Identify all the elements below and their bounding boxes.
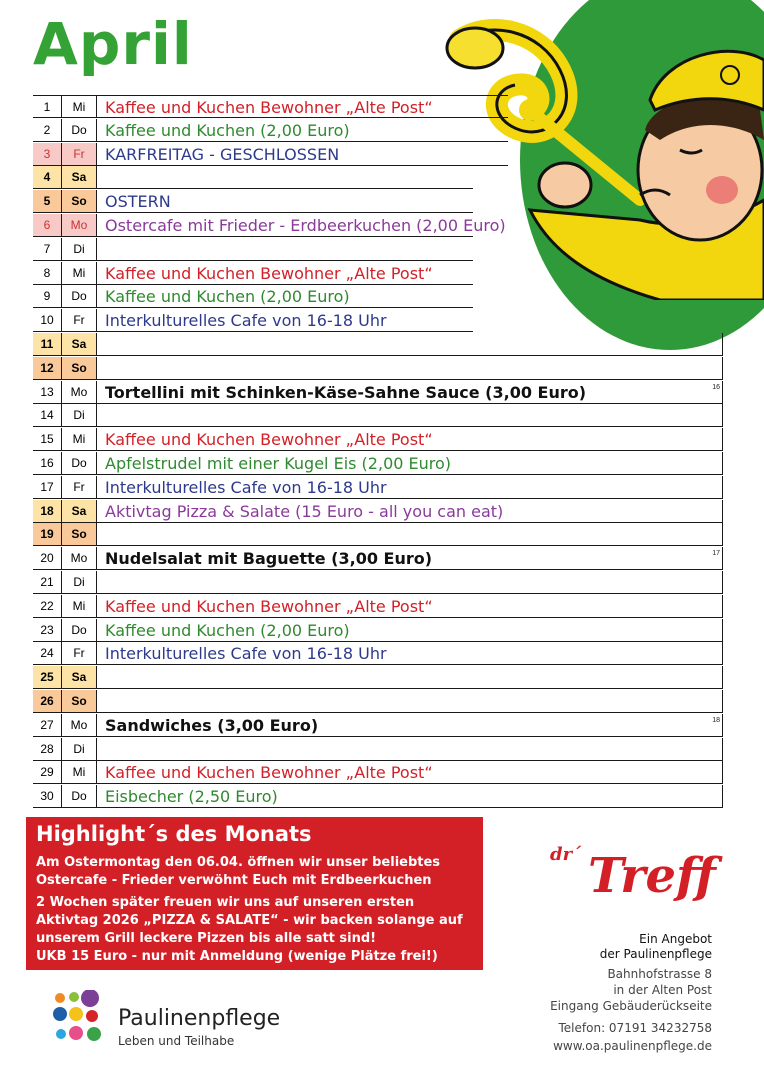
row-right-border — [722, 333, 723, 355]
row-right-border — [722, 785, 723, 807]
logo-dot — [53, 1007, 67, 1021]
weekday: Mi — [62, 595, 97, 617]
calendar-row — [33, 333, 723, 356]
weekday: Fr — [62, 309, 97, 331]
calendar-row — [33, 642, 723, 665]
weekday: Mo — [62, 714, 97, 736]
row-right-border — [722, 714, 723, 736]
day-number: 14 — [33, 404, 62, 426]
address-line-1: Bahnhofstrasse 8 — [607, 967, 712, 981]
event-text: Kaffee und Kuchen Bewohner „Alte Post“ — [105, 263, 433, 283]
event-text: Tortellini mit Schinken-Käse-Sahne Sauce (3,00 Euro) — [105, 382, 587, 402]
day-number: 29 — [33, 761, 62, 783]
weekday: Fr — [62, 642, 97, 664]
day-number: 6 — [33, 214, 62, 236]
weekday: Mo — [62, 547, 97, 569]
calendar-row — [33, 143, 508, 166]
paulinenpflege-name: Paulinenpflege — [118, 1006, 281, 1031]
weekday: Sa — [62, 666, 97, 688]
event-text: Eisbecher (2,50 Euro) — [105, 787, 278, 807]
day-number: 3 — [33, 143, 62, 165]
treff-logo-prefix: dr´ — [550, 844, 582, 865]
event-text: Interkulturelles Cafe von 16-18 Uhr — [105, 644, 387, 664]
weekday: Do — [62, 785, 97, 807]
weekday: Fr — [62, 476, 97, 498]
offer-line-1: Ein Angebot — [639, 932, 712, 946]
logo-dot — [69, 992, 79, 1002]
website-link[interactable]: www.oa.paulinenpflege.de — [553, 1039, 712, 1053]
weekday: Di — [62, 571, 97, 593]
paulinenpflege-dots-logo — [52, 990, 112, 1050]
day-number: 12 — [33, 357, 62, 379]
event-text: Kaffee und Kuchen Bewohner „Alte Post“ — [105, 596, 433, 616]
day-number: 18 — [33, 500, 62, 522]
weekday: Mo — [62, 214, 97, 236]
weekday: So — [62, 523, 97, 545]
calendar-row — [33, 190, 473, 213]
treff-logo — [548, 830, 728, 920]
day-number: 16 — [33, 452, 62, 474]
day-number: 19 — [33, 523, 62, 545]
weekday: Di — [62, 238, 97, 260]
weekday: Do — [62, 119, 97, 141]
event-text: Nudelsalat mit Baguette (3,00 Euro) — [105, 549, 433, 569]
row-right-border — [722, 476, 723, 498]
calendar-row — [33, 595, 723, 618]
event-text: Kaffee und Kuchen (2,00 Euro) — [105, 620, 350, 640]
weekday: Mi — [62, 96, 97, 117]
treff-logo-word: Treff — [588, 848, 716, 904]
calendar-row — [33, 500, 723, 523]
day-number: 2 — [33, 119, 62, 141]
calendar-row — [33, 738, 723, 761]
logo-dot — [55, 993, 65, 1003]
month-title: April — [33, 10, 193, 78]
highlight-line: UKB 15 Euro - nur mit Anmeldung (wenige Plätze frei!) — [36, 949, 438, 964]
weekday: So — [62, 357, 97, 379]
highlight-line: Ostercafe - Frieder verwöhnt Euch mit Erdbeerkuchen — [36, 873, 432, 888]
address-line-3: Eingang Gebäuderückseite — [550, 999, 712, 1013]
highlight-line: unserem Grill leckere Pizzen bis alle satt sind! — [36, 931, 377, 946]
row-right-border — [722, 500, 723, 522]
row-right-border — [722, 619, 723, 641]
row-right-border — [722, 428, 723, 450]
day-number: 21 — [33, 571, 62, 593]
calendar-row — [33, 404, 723, 427]
logo-dot — [86, 1010, 98, 1022]
weekday: Fr — [62, 143, 97, 165]
row-right-border — [722, 571, 723, 593]
weekday: Mi — [62, 761, 97, 783]
calendar-row — [33, 381, 723, 404]
day-number: 27 — [33, 714, 62, 736]
calendar-row — [33, 666, 723, 689]
calendar-row — [33, 119, 508, 142]
event-text: Aktivtag Pizza & Salate (15 Euro - all you can eat) — [105, 501, 504, 521]
weekday: So — [62, 690, 97, 712]
day-number: 11 — [33, 333, 62, 355]
calendar-row — [33, 238, 473, 261]
calendar-row — [33, 262, 473, 285]
day-number: 9 — [33, 285, 62, 307]
weekday: Di — [62, 404, 97, 426]
calendar-row — [33, 166, 473, 189]
day-number: 20 — [33, 547, 62, 569]
calendar-row — [33, 571, 723, 594]
weekday: Do — [62, 285, 97, 307]
paulinenpflege-tagline: Leben und Teilhabe — [118, 1034, 235, 1048]
calendar-row — [33, 476, 723, 499]
calendar-row — [33, 285, 473, 308]
row-right-border — [722, 452, 723, 474]
logo-dot — [69, 1026, 83, 1040]
calendar-row — [33, 547, 723, 570]
day-number: 8 — [33, 262, 62, 284]
weekday: Mi — [62, 428, 97, 450]
row-right-border — [722, 690, 723, 712]
day-number: 4 — [33, 166, 62, 188]
event-text: Ostercafe mit Frieder - Erdbeerkuchen (2,00 Euro) — [105, 216, 506, 235]
row-right-border — [722, 523, 723, 545]
row-right-border — [722, 738, 723, 760]
weekday: Mi — [62, 262, 97, 284]
weekday: Do — [62, 619, 97, 641]
row-right-border — [722, 642, 723, 664]
week-number: 17 — [712, 550, 720, 558]
calendar-row — [33, 214, 506, 237]
highlight-line: Aktivtag 2026 „PIZZA & SALATE“ - wir backen solange auf — [36, 913, 463, 928]
day-number: 15 — [33, 428, 62, 450]
calendar-row — [33, 452, 723, 475]
day-number: 1 — [33, 96, 62, 117]
day-number: 28 — [33, 738, 62, 760]
event-text: Interkulturelles Cafe von 16-18 Uhr — [105, 311, 387, 331]
day-number: 23 — [33, 619, 62, 641]
weekday: Di — [62, 738, 97, 760]
day-number: 25 — [33, 666, 62, 688]
calendar-row — [33, 428, 723, 451]
highlight-line: 2 Wochen später freuen wir uns auf unseren ersten — [36, 895, 415, 910]
weekday: So — [62, 190, 97, 212]
row-right-border — [722, 547, 723, 569]
calendar-row — [33, 714, 723, 737]
calendar-row — [33, 619, 723, 642]
event-text: OSTERN — [105, 192, 171, 212]
logo-dot — [69, 1007, 83, 1021]
highlight-box — [26, 817, 483, 970]
calendar-row — [33, 690, 723, 713]
logo-dot — [56, 1029, 66, 1039]
weekday: Mo — [62, 381, 97, 403]
highlight-line: Am Ostermontag den 06.04. öffnen wir unser beliebtes — [36, 855, 441, 870]
row-right-border — [722, 666, 723, 688]
row-right-border — [722, 595, 723, 617]
calendar-row — [33, 785, 723, 808]
row-right-border — [722, 357, 723, 379]
event-text: Kaffee und Kuchen Bewohner „Alte Post“ — [105, 430, 433, 450]
calendar-row — [33, 357, 723, 380]
row-right-border — [722, 404, 723, 426]
event-text: Kaffee und Kuchen Bewohner „Alte Post“ — [105, 98, 433, 117]
day-number: 24 — [33, 642, 62, 664]
day-number: 13 — [33, 381, 62, 403]
logo-dot — [81, 990, 99, 1007]
day-number: 5 — [33, 190, 62, 212]
event-text: Kaffee und Kuchen (2,00 Euro) — [105, 287, 350, 307]
calendar-row — [33, 523, 723, 546]
highlight-title: Highlight´s des Monats — [36, 822, 312, 846]
weekday: Sa — [62, 166, 97, 188]
event-text: Interkulturelles Cafe von 16-18 Uhr — [105, 477, 387, 497]
calendar-row — [33, 309, 473, 332]
week-number: 16 — [712, 383, 720, 391]
phone-number: Telefon: 07191 34232758 — [558, 1021, 712, 1035]
day-number: 7 — [33, 238, 62, 260]
day-number: 10 — [33, 309, 62, 331]
event-text: Kaffee und Kuchen (2,00 Euro) — [105, 120, 350, 140]
weekday: Sa — [62, 500, 97, 522]
row-right-border — [722, 761, 723, 783]
event-text: KARFREITAG - GESCHLOSSEN — [105, 144, 340, 164]
calendar-row — [33, 761, 723, 784]
logo-dot — [87, 1027, 101, 1041]
event-text: Sandwiches (3,00 Euro) — [105, 715, 319, 735]
event-text: Apfelstrudel mit einer Kugel Eis (2,00 Euro) — [105, 454, 452, 473]
day-number: 30 — [33, 785, 62, 807]
weekday: Do — [62, 452, 97, 474]
day-number: 17 — [33, 476, 62, 498]
day-number: 26 — [33, 690, 62, 712]
calendar-row — [33, 95, 508, 118]
offer-line-2: der Paulinenpflege — [599, 947, 712, 961]
event-text: Kaffee und Kuchen Bewohner „Alte Post“ — [105, 763, 433, 783]
weekday: Sa — [62, 333, 97, 355]
day-number: 22 — [33, 595, 62, 617]
week-number: 18 — [712, 716, 720, 724]
row-right-border — [722, 381, 723, 403]
address-line-2: in der Alten Post — [613, 983, 712, 997]
